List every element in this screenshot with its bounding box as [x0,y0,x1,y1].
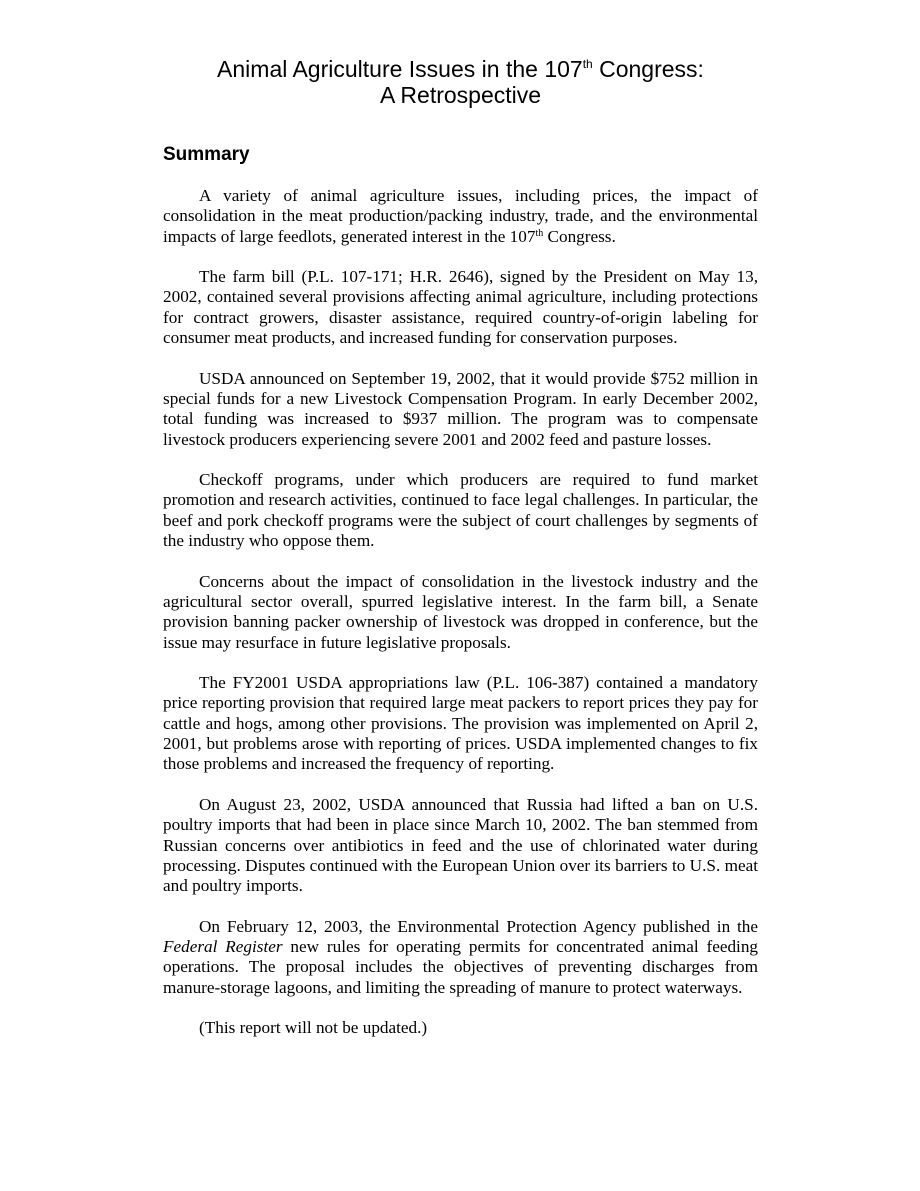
document-page [163,0,758,1038]
paragraph-text: A variety of animal agriculture issues, including prices, the impact of consolidation in the meat production/packing industry, trade, and the environmental impacts of large feedlots, generated interest in the 107 [163,186,758,246]
summary-paragraph-7: On August 23, 2002, USDA announced that Russia had lifted a ban on U.S. poultry imports that had been in place since March 10, 2002. The ban stemmed from Russian concerns over antibiotics in feed and the use of chlorinated water during processing. Disputes continued with the European Union over its barriers to U.S. meat and poultry imports. [163,794,758,896]
title-text-end: Congress: [592,56,704,82]
report-title [163,56,758,108]
summary-paragraph-5: Concerns about the impact of consolidation in the livestock industry and the agricultural sector overall, spurred legislative interest. In the farm bill, a Senate provision banning packer ownership of livestock was dropped in conference, but the issue may resurface in future legislative proposals. [163,571,758,652]
summary-paragraph-2: The farm bill (P.L. 107-171; H.R. 2646), signed by the President on May 13, 2002, contained several provisions affecting animal agriculture, including protections for contract growers, disaster assistance, required country-of-origin labeling for consumer meat products, and increased funding for conservation purposes. [163,267,758,348]
summary-heading: Summary [163,144,250,165]
title-line-1 [217,56,704,82]
paragraph-superscript: th [535,227,544,239]
paragraph-text-end: new rules for operating permits for concentrated animal feeding operations. The proposal includes the objectives of preventing discharges from manure-storage lagoons, and limiting the spreading of manure to protect waterways. [163,936,759,997]
summary-paragraph-3: USDA announced on September 19, 2002, that it would provide $752 million in special funds for a new Livestock Compensation Program. In early December 2002, total funding was increased to $937 million. The program was to compensate livestock producers experiencing severe 2001 and 2002 feed and pasture losses. [163,368,758,449]
title-line-2: A Retrospective [379,82,542,108]
summary-paragraph-9: (This report will not be updated.) [199,1018,428,1038]
title-superscript: th [582,57,593,71]
summary-paragraph-6: The FY2001 USDA appropriations law (P.L. 106-387) contained a mandatory price reporting provision that required large meat packers to report prices they pay for cattle and hogs, among other provisions. The provision was implemented on April 2, 2001, but problems arose with reporting of prices. USDA implemented changes to fix those problems and increased the frequency of reporting. [163,673,758,774]
summary-paragraph-1 [163,186,758,247]
title-text: Animal Agriculture Issues in the 107 [217,56,583,82]
paragraph-text: On February 12, 2003, the Environmental Protection Agency published in the [199,916,758,936]
federal-register-italic: Federal Register [163,936,283,956]
summary-paragraph-4: Checkoff programs, under which producers are required to fund market promotion and research activities, continued to face legal challenges. In particular, the beef and pork checkoff programs were the subject of court challenges by segments of the industry who oppose them. [163,470,758,551]
paragraph-text-end: Congress. [543,226,616,246]
summary-paragraph-8 [163,917,758,998]
